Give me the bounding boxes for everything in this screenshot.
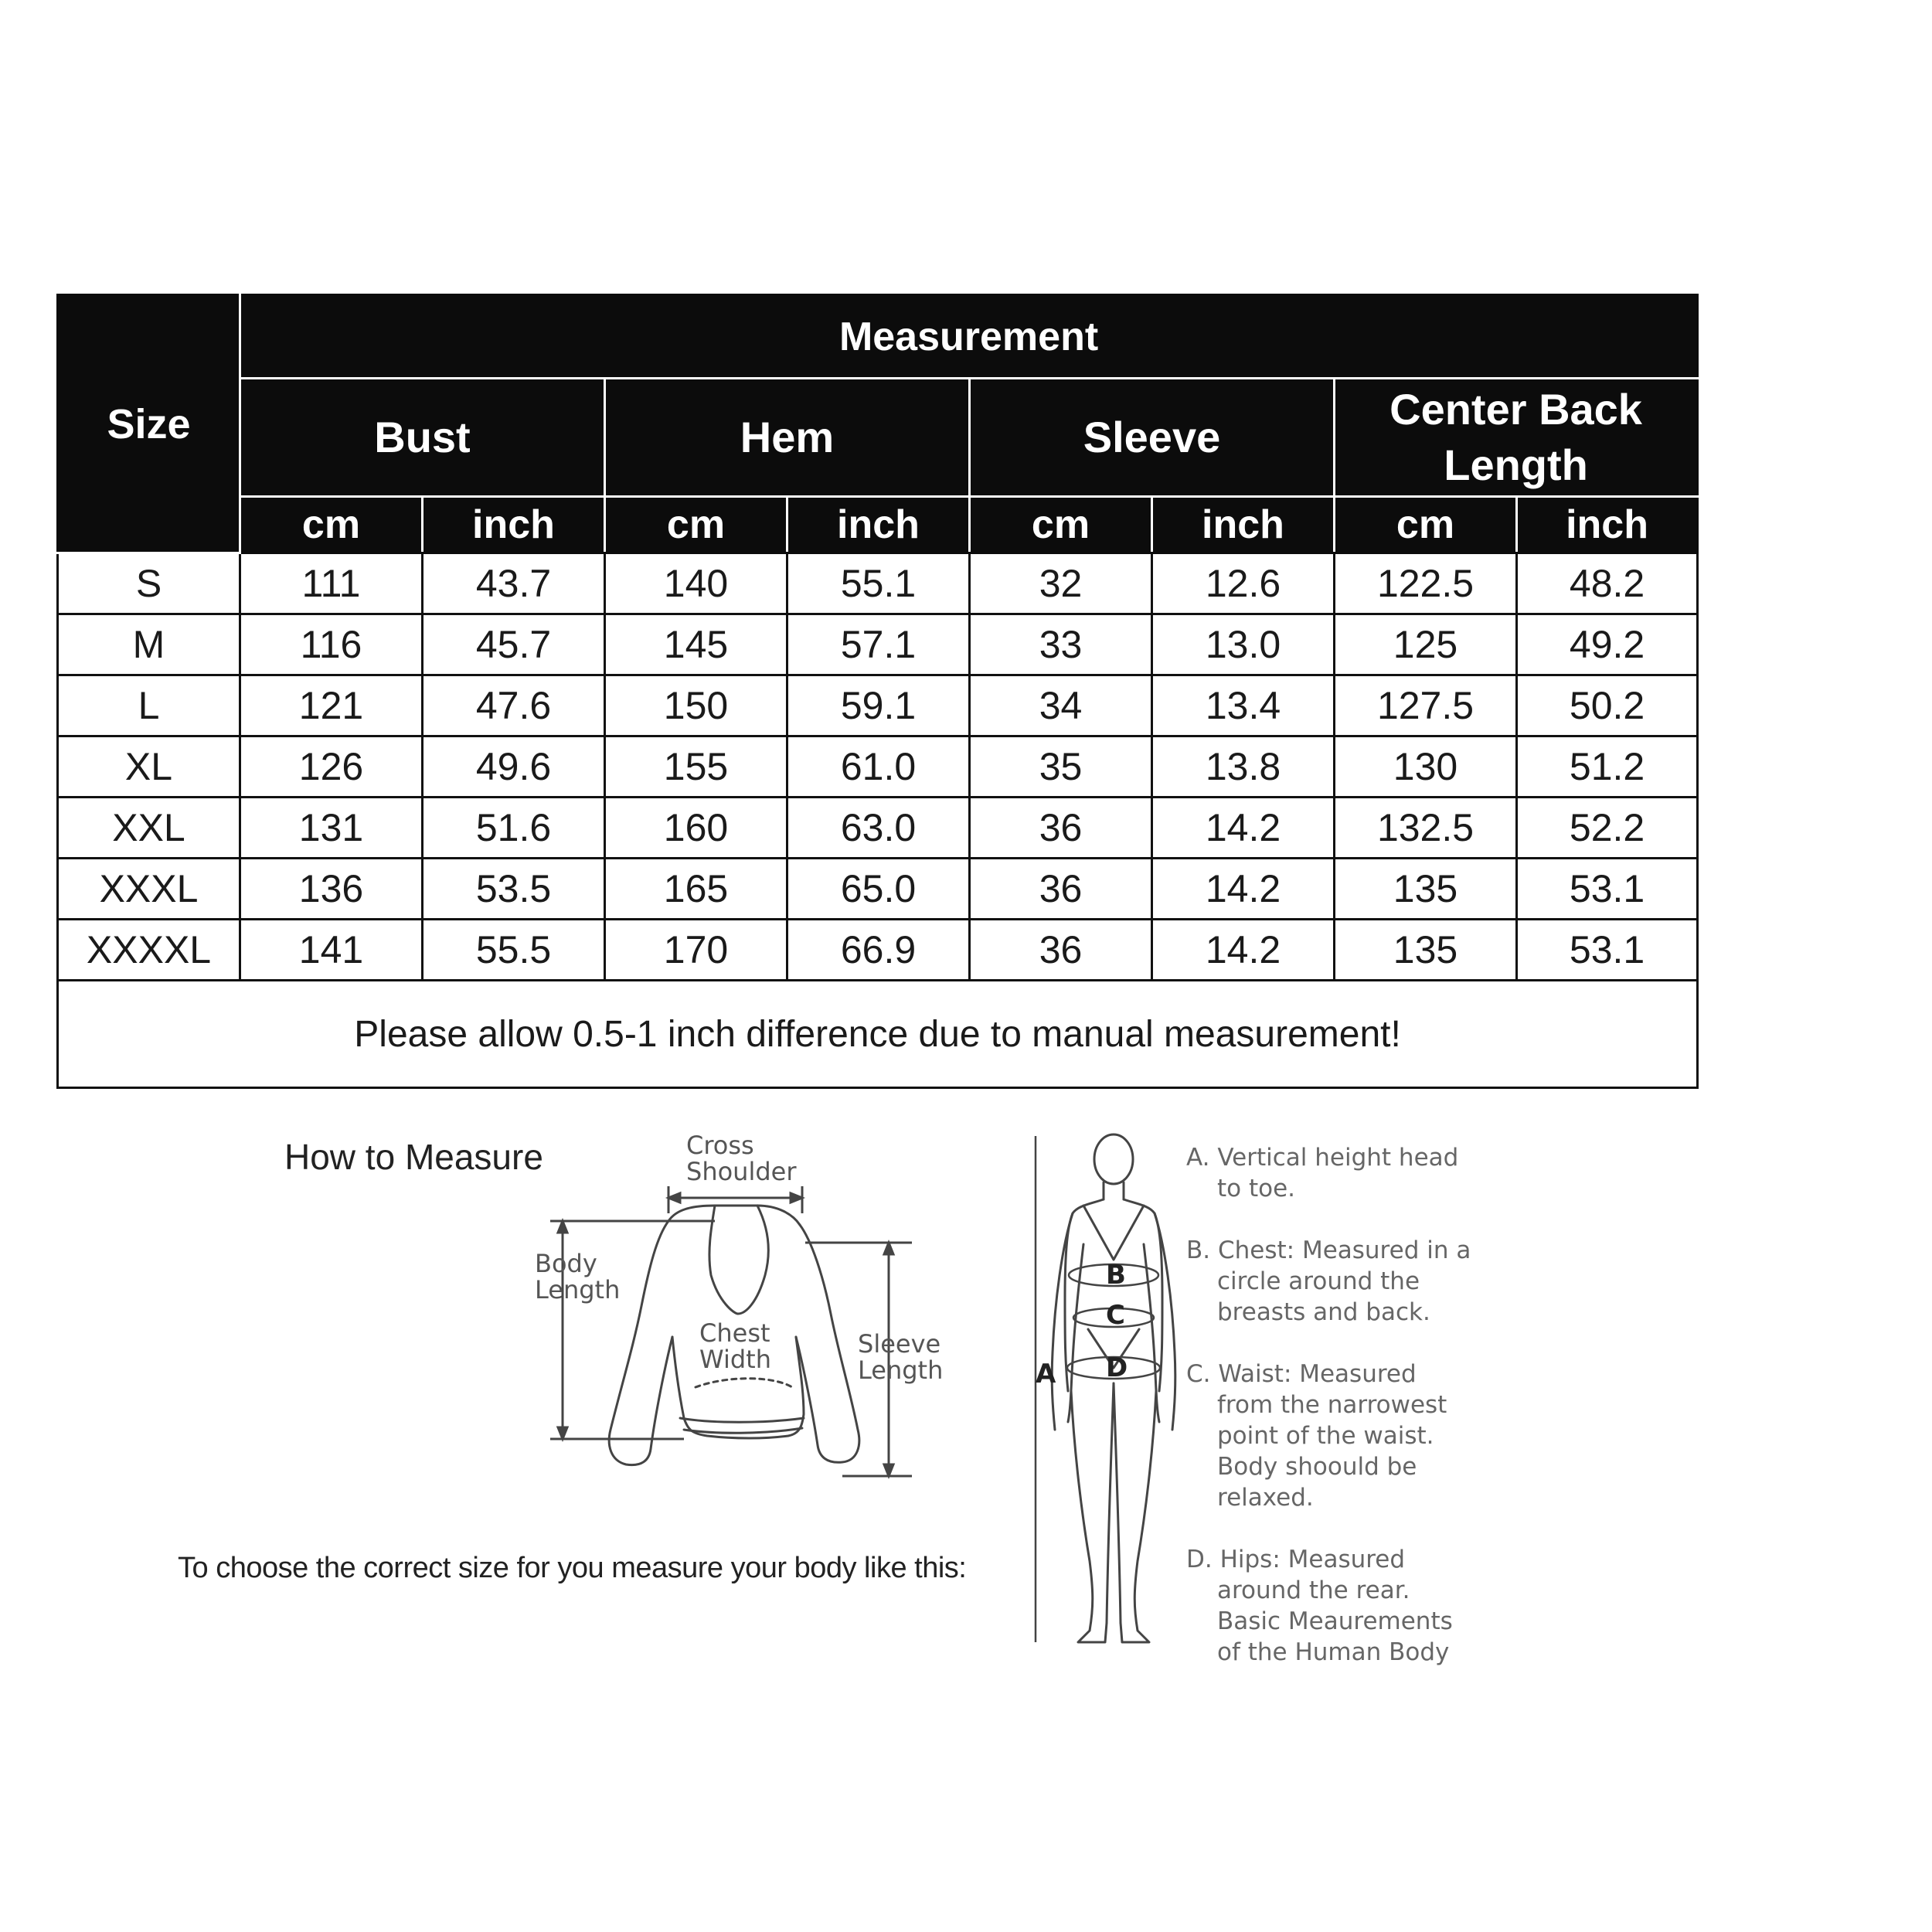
category-hem: Hem [605, 379, 970, 497]
value-cell: 53.1 [1517, 920, 1698, 981]
value-cell: 170 [605, 920, 787, 981]
description-a: A. Vertical height head to toe. [1186, 1144, 1459, 1202]
value-cell: 35 [970, 736, 1152, 798]
size-header: Size [58, 295, 240, 553]
size-cell: XL [58, 736, 240, 798]
table-row [58, 614, 1698, 675]
value-cell: 13.8 [1152, 736, 1335, 798]
table-row [58, 553, 1698, 614]
value-cell: 135 [1335, 920, 1517, 981]
human-body-diagram [1020, 1128, 1190, 1654]
value-cell: 36 [970, 798, 1152, 859]
table-row [58, 920, 1698, 981]
description-d: D. Hips: Measured around the rear. Basic Meaurements of the Human Body [1186, 1546, 1453, 1666]
value-cell: 141 [240, 920, 423, 981]
unit-inch: inch [787, 497, 970, 553]
value-cell: 33 [970, 614, 1152, 675]
value-cell: 49.6 [423, 736, 605, 798]
value-cell: 165 [605, 859, 787, 920]
category-bust: Bust [240, 379, 605, 497]
value-cell: 34 [970, 675, 1152, 736]
value-cell: 43.7 [423, 553, 605, 614]
how-to-measure-title: How to Measure [284, 1137, 543, 1177]
value-cell: 49.2 [1517, 614, 1698, 675]
value-cell: 32 [970, 553, 1152, 614]
value-cell: 160 [605, 798, 787, 859]
value-cell: 136 [240, 859, 423, 920]
unit-cm: cm [240, 497, 423, 553]
measurement-note: Please allow 0.5-1 inch difference due to manual measurement! [58, 981, 1698, 1088]
unit-inch: inch [423, 497, 605, 553]
value-cell: 150 [605, 675, 787, 736]
value-cell: 45.7 [423, 614, 605, 675]
value-cell: 57.1 [787, 614, 970, 675]
value-cell: 36 [970, 859, 1152, 920]
measure-instruction: To choose the correct size for you measure your body like this: [178, 1552, 967, 1584]
value-cell: 130 [1335, 736, 1517, 798]
value-cell: 53.1 [1517, 859, 1698, 920]
table-row [58, 859, 1698, 920]
category-sleeve: Sleeve [970, 379, 1335, 497]
value-cell: 13.4 [1152, 675, 1335, 736]
description-c: C. Waist: Measured from the narrowest point of the waist. Body shoould be relaxed. [1186, 1360, 1447, 1512]
value-cell: 111 [240, 553, 423, 614]
value-cell: 131 [240, 798, 423, 859]
size-cell: S [58, 553, 240, 614]
value-cell: 155 [605, 736, 787, 798]
value-cell: 121 [240, 675, 423, 736]
value-cell: 51.6 [423, 798, 605, 859]
value-cell: 55.5 [423, 920, 605, 981]
value-cell: 66.9 [787, 920, 970, 981]
unit-inch: inch [1152, 497, 1335, 553]
size-cell: L [58, 675, 240, 736]
size-cell: XXXL [58, 859, 240, 920]
value-cell: 122.5 [1335, 553, 1517, 614]
measurement-header: Measurement [240, 295, 1698, 379]
value-cell: 14.2 [1152, 859, 1335, 920]
value-cell: 63.0 [787, 798, 970, 859]
value-cell: 55.1 [787, 553, 970, 614]
value-cell: 135 [1335, 859, 1517, 920]
body-letter-a: A [1036, 1359, 1056, 1389]
unit-cm: cm [1335, 497, 1517, 553]
value-cell: 14.2 [1152, 920, 1335, 981]
table-row [58, 736, 1698, 798]
value-cell: 145 [605, 614, 787, 675]
value-cell: 127.5 [1335, 675, 1517, 736]
value-cell: 132.5 [1335, 798, 1517, 859]
value-cell: 140 [605, 553, 787, 614]
body-letter-d: D [1106, 1352, 1128, 1383]
body-letter-c: C [1106, 1300, 1125, 1331]
size-chart-table [56, 294, 1699, 1089]
size-cell: XXL [58, 798, 240, 859]
value-cell: 47.6 [423, 675, 605, 736]
unit-cm: cm [605, 497, 787, 553]
unit-cm: cm [970, 497, 1152, 553]
value-cell: 48.2 [1517, 553, 1698, 614]
value-cell: 52.2 [1517, 798, 1698, 859]
table-row [58, 675, 1698, 736]
table-row [58, 798, 1698, 859]
value-cell: 14.2 [1152, 798, 1335, 859]
value-cell: 50.2 [1517, 675, 1698, 736]
value-cell: 126 [240, 736, 423, 798]
value-cell: 51.2 [1517, 736, 1698, 798]
value-cell: 13.0 [1152, 614, 1335, 675]
unit-inch: inch [1517, 497, 1698, 553]
size-cell: XXXXL [58, 920, 240, 981]
value-cell: 65.0 [787, 859, 970, 920]
body-length-label: Body Length [535, 1249, 621, 1304]
value-cell: 125 [1335, 614, 1517, 675]
value-cell: 36 [970, 920, 1152, 981]
size-cell: M [58, 614, 240, 675]
value-cell: 61.0 [787, 736, 970, 798]
value-cell: 59.1 [787, 675, 970, 736]
value-cell: 53.5 [423, 859, 605, 920]
chest-width-label: Chest Width [699, 1318, 771, 1374]
category-center-back-length: Center Back Length [1335, 379, 1698, 497]
value-cell: 12.6 [1152, 553, 1335, 614]
cross-shoulder-label: Cross Shoulder [686, 1131, 797, 1186]
value-cell: 116 [240, 614, 423, 675]
description-b: B. Chest: Measured in a circle around the breasts and back. [1186, 1236, 1471, 1326]
sleeve-length-label: Sleeve Length [858, 1329, 944, 1385]
body-letter-b: B [1106, 1260, 1126, 1291]
